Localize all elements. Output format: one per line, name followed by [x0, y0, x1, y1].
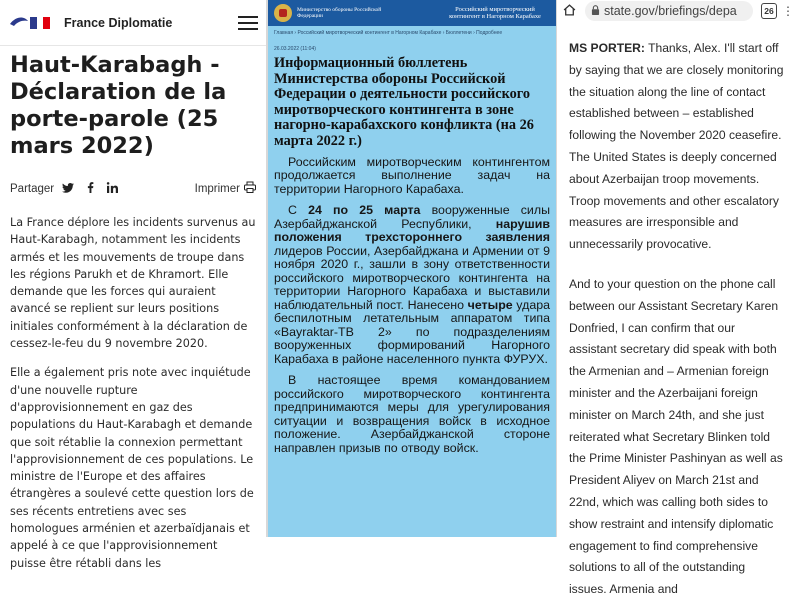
bulletin-title: Информационный бюллетень Министерства обороны Российской Федерации о деятельности российского миротворческого контингента в зоне нагорно-карабахского конфликта (на 26 марта 2022 г.): [274, 55, 534, 149]
state-gov-panel: [556, 0, 800, 597]
transcript-paragraph: And to your question on the phone call between our Assistant Secretary Karen Donfried, I can confirm that our assistant secretary did speak with both the Armenian and – Armenian foreign minister and the Azerbaijani foreign minister on March 24th, and she just reiterated what Secretary Blinken told the Prime Minister Pashinyan as well as President Aliyev on March 21st and 22nd, which was calling both sides to show restraint and intensify diplomatic engagement to find comprehensive solutions to all of the outstanding issues. Armenia and: [569, 276, 783, 597]
date-range: 24 по 25 марта: [308, 203, 421, 218]
strike-count: четыре: [467, 297, 513, 312]
twitter-icon[interactable]: [62, 183, 74, 196]
coat-of-arms-icon[interactable]: [274, 4, 292, 22]
france-diplomatie-panel: [0, 0, 268, 570]
printer-icon[interactable]: [244, 182, 256, 196]
speaker-name: MS PORTER:: [569, 41, 645, 55]
text-run: удара беспилотным летательным аппаратом типа «Bayraktar-ТВ 2» по подразделениям вооруженных формирований Нагорного Карабаха в районе населенного пункта ФУРУХ.: [274, 297, 550, 366]
text-run: Thanks, Alex. I'll start off by saying that we are closely monitoring the situation along the line of contact established between – established following the November 2020 ceasefire. The United States is deeply concerned about Azerbaijan troop movements. Troop movements and other escalatory measures are irresponsible and unnecessarily provocative.: [569, 41, 784, 252]
site-name[interactable]: France Diplomatie: [64, 15, 173, 30]
home-icon[interactable]: [563, 4, 577, 19]
site-header: [268, 0, 556, 26]
share-label: Partager: [10, 183, 55, 195]
violation-phrase: нарушив положения трехстороннего заявления: [274, 216, 550, 245]
share-bar: [0, 182, 266, 196]
text-run: вооруженные силы Азербайджанской Республики,: [274, 203, 550, 231]
url-text: state.gov/briefings/depa: [604, 4, 737, 18]
bulletin-paragraph: В настоящее время командованием российского миротворческого контингента предпринимаются меры для урегулирования ситуации и возвращения войск в исходное положение. Азербайджанской стороне направлен призыв по отводу войск.: [274, 373, 550, 455]
address-bar[interactable]: [585, 1, 753, 21]
bulletin-body: [268, 150, 556, 456]
page-title: Haut-Karabagh - Déclaration de la porte-parole (25 mars 2022): [10, 52, 227, 159]
text-run: С: [288, 203, 309, 218]
lock-icon: [591, 5, 600, 17]
bulletin-paragraph: Российским миротворческим контингентом продолжается выполнение задач на территории Нагорного Карабаха.: [274, 154, 550, 196]
print-label[interactable]: Imprimer: [194, 183, 240, 195]
article-body: [0, 214, 266, 572]
breadcrumb[interactable]: Главная › Российский миротворческий контингент в Нагорном Карабахе › Бюллетени › Подробнее: [274, 30, 503, 36]
publish-date: 26.03.2022 (11:04): [274, 46, 316, 52]
transcript-paragraph: [569, 38, 786, 256]
linkedin-icon[interactable]: [107, 182, 118, 196]
tab-count-button[interactable]: 26: [761, 3, 777, 19]
briefing-transcript: [557, 22, 800, 601]
article-paragraph: Elle a également pris note avec inquiétude d'une nouvelle rupture d'approvisionnement en gaz des populations du Haut-Karabagh et demande que soit rétablie la connexion permettant l'approvisionnement de ces populations. Le ministre de l'Europe et des affaires étrangères a soulevé cette question lors de ses récents entretiens avec ses homologues arménien et azerbaïdjanais et appelé à ce que l'approvisionnement puisse être rétabli dans les: [10, 366, 254, 570]
facebook-icon[interactable]: [87, 182, 94, 196]
org-name[interactable]: Министерство обороны Российской Федерации: [297, 6, 382, 19]
site-header: [0, 0, 266, 46]
more-menu-icon[interactable]: ⋮: [782, 4, 794, 18]
russian-mod-panel: [268, 0, 556, 537]
marianne-logo[interactable]: [8, 12, 52, 34]
bulletin-paragraph: [274, 204, 550, 366]
menu-icon[interactable]: [238, 16, 258, 30]
browser-toolbar: [557, 0, 800, 22]
section-title[interactable]: Российский миротворческий контингент в Нагорном Карабахе: [449, 5, 541, 20]
article-paragraph: La France déplore les incidents survenus au Haut-Karabagh, notamment les incidents armés et les mouvements de troupe dans les régions Parukh et de Khramort. Elle demande que les forces qui auraient avancé se replient sur leurs positions initiales conformément à la déclaration de cessez-le-feu du 9 novembre 2020.: [10, 216, 256, 351]
text-run: лидеров России, Азербайджана и Армении от 9 ноября 2020 г., зашли в зону ответственности российского миротворческого контингента на территории Нагорного Карабаха и выставили наблюдательный пост. Нанесено: [274, 243, 550, 312]
